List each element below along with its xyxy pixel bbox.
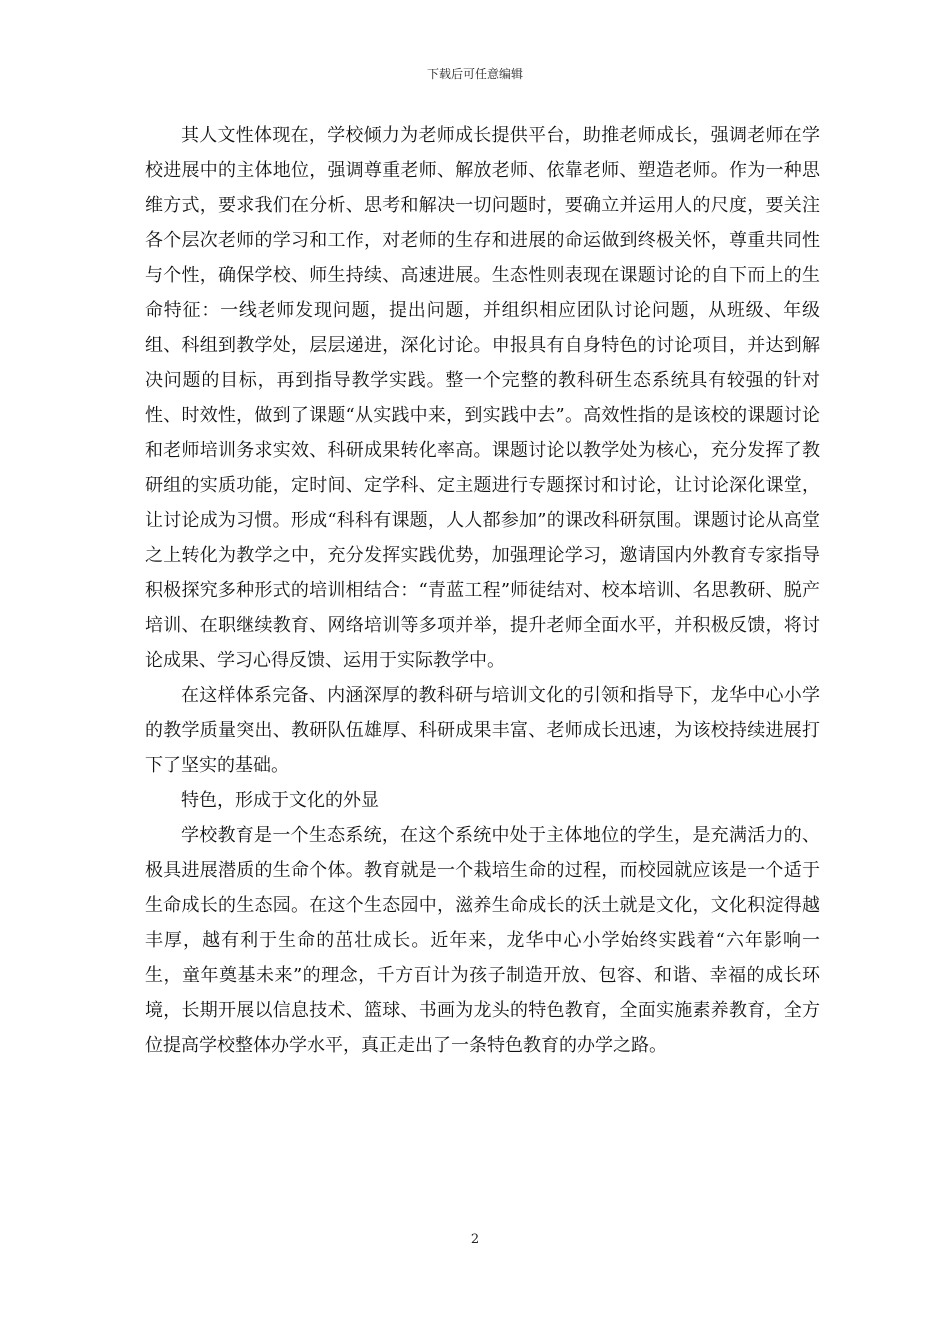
paragraph: 学校教育是一个生态系统，在这个系统中处于主体地位的学生，是充满活力的、极具进展潜质的生命个体。教育就是一个栽培生命的过程，而校园就应该是一个适于生命成长的生态园。在这个生态园中，滋养生命成长的沃土就是文化，文化积淀得越丰厚，越有利于生命的茁壮成长。近年来，龙华中心小学始终实践着“六年影响一生，童年奠基未来”的理念，千方百计为孩子制造开放、包容、和谐、幸福的成长环境，长期开展以信息技术、篮球、书画为龙头的特色教育，全面实施素养教育，全方位提高学校整体办学水平，真正走出了一条特色教育的办学之路。	[145, 825, 820, 1056]
paragraph: 在这样体系完备、内涵深厚的教科研与培训文化的引领和指导下，龙华中心小学的教学质量突出、教研队伍雄厚、科研成果丰富、老师成长迅速，为该校持续进展打下了坚实的基础。	[145, 685, 820, 776]
page-number: 2	[470, 1232, 480, 1247]
section-heading: 特色，形成于文化的外显	[181, 790, 379, 811]
document-body	[145, 118, 820, 1063]
page-header: 下载后可任意编辑	[426, 67, 523, 81]
paragraph: 其人文性体现在，学校倾力为老师成长提供平台，助推老师成长，强调老师在学校进展中的主体地位，强调尊重老师、解放老师、依靠老师、塑造老师。作为一种思维方式，要求我们在分析、思考和解决一切问题时，要确立并运用人的尺度，要关注各个层次老师的学习和工作，对老师的生存和进展的命运做到终极关怀，尊重共同性与个性，确保学校、师生持续、高速进展。生态性则表现在课题讨论的自下而上的生命特征：一线老师发现问题，提出问题，并组织相应团队讨论问题，从班级、年级组、科组到教学处，层层递进，深化讨论。申报具有自身特色的讨论项目，并达到解决问题的目标，再到指导教学实践。整一个完整的教科研生态系统具有较强的针对性、时效性，做到了课题“从实践中来，到实践中去”。高效性指的是该校的课题讨论和老师培训务求实效、科研成果转化率高。课题讨论以教学处为核心，充分发挥了教研组的实质功能，定时间、定学科、定主题进行专题探讨和讨论，让讨论深化课堂，让讨论成为习惯。形成“科科有课题，人人都参加”的课改科研氛围。课题讨论从高堂之上转化为教学之中，充分发挥实践优势，加强理论学习，邀请国内外教育专家指导积极探究多种形式的培训相结合：“青蓝工程”师徒结对、校本培训、名思教研、脱产培训、在职继续教育、网络培训等多项并举，提升老师全面水平，并积极反馈，将讨论成果、学习心得反馈、运用于实际教学中。	[145, 125, 820, 671]
